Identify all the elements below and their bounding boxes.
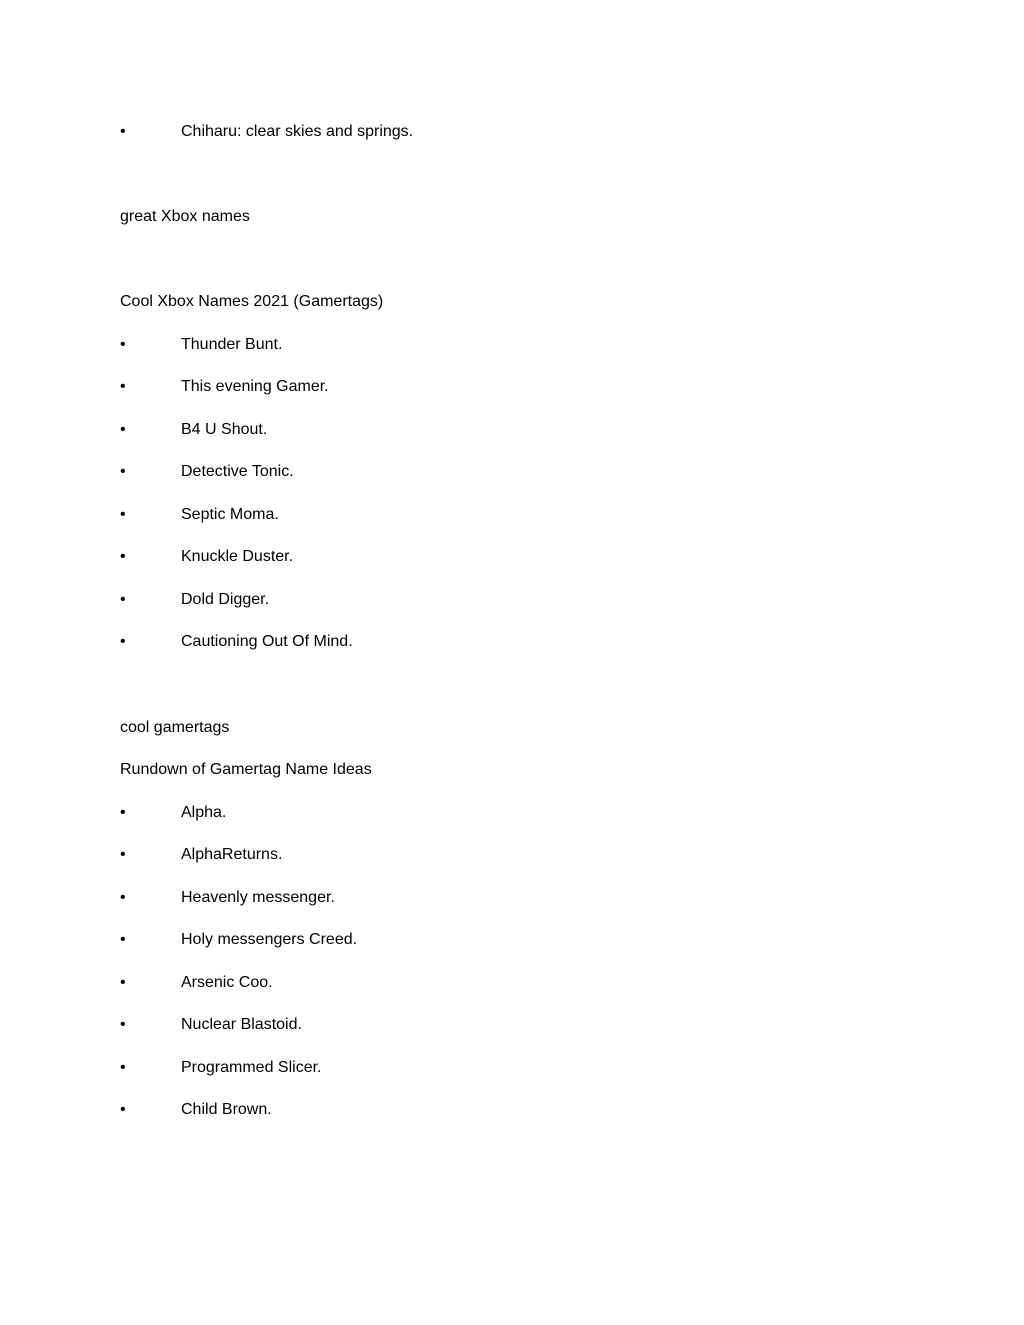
bullet-glyph: • xyxy=(120,506,126,523)
list-item: Dold Digger. xyxy=(181,591,270,608)
list-item: Nuclear Blastoid. xyxy=(181,1016,302,1033)
bullet-glyph: • xyxy=(120,123,126,140)
list-item: Arsenic Coo. xyxy=(181,974,273,991)
list-item: This evening Gamer. xyxy=(181,378,329,395)
list-item: Knuckle Duster. xyxy=(181,548,294,565)
bullet-glyph: • xyxy=(120,591,126,608)
list-item: Alpha. xyxy=(181,804,227,821)
heading-cool-xbox-names-2021: Cool Xbox Names 2021 (Gamertags) xyxy=(120,293,384,310)
list-item: Programmed Slicer. xyxy=(181,1059,322,1076)
list-item: AlphaReturns. xyxy=(181,846,283,863)
list-item: Child Brown. xyxy=(181,1101,272,1118)
bullet-glyph: • xyxy=(120,1059,126,1076)
bullet-glyph: • xyxy=(120,378,126,395)
bullet-glyph: • xyxy=(120,421,126,438)
list-item: Cautioning Out Of Mind. xyxy=(181,633,353,650)
list-item: Chiharu: clear skies and springs. xyxy=(181,123,414,140)
list-item: B4 U Shout. xyxy=(181,421,268,438)
heading-rundown-gamertag-ideas: Rundown of Gamertag Name Ideas xyxy=(120,761,372,778)
bullet-glyph: • xyxy=(120,889,126,906)
heading-cool-gamertags: cool gamertags xyxy=(120,719,230,736)
list-item: Detective Tonic. xyxy=(181,463,294,480)
bullet-glyph: • xyxy=(120,931,126,948)
heading-great-xbox-names: great Xbox names xyxy=(120,208,250,225)
bullet-glyph: • xyxy=(120,463,126,480)
bullet-glyph: • xyxy=(120,336,126,353)
bullet-glyph: • xyxy=(120,548,126,565)
list-item: Septic Moma. xyxy=(181,506,279,523)
bullet-glyph: • xyxy=(120,804,126,821)
list-item: Heavenly messenger. xyxy=(181,889,335,906)
bullet-glyph: • xyxy=(120,633,126,650)
bullet-glyph: • xyxy=(120,1016,126,1033)
list-item: Holy messengers Creed. xyxy=(181,931,358,948)
bullet-glyph: • xyxy=(120,1101,126,1118)
bullet-glyph: • xyxy=(120,846,126,863)
list-item: Thunder Bunt. xyxy=(181,336,283,353)
bullet-glyph: • xyxy=(120,974,126,991)
